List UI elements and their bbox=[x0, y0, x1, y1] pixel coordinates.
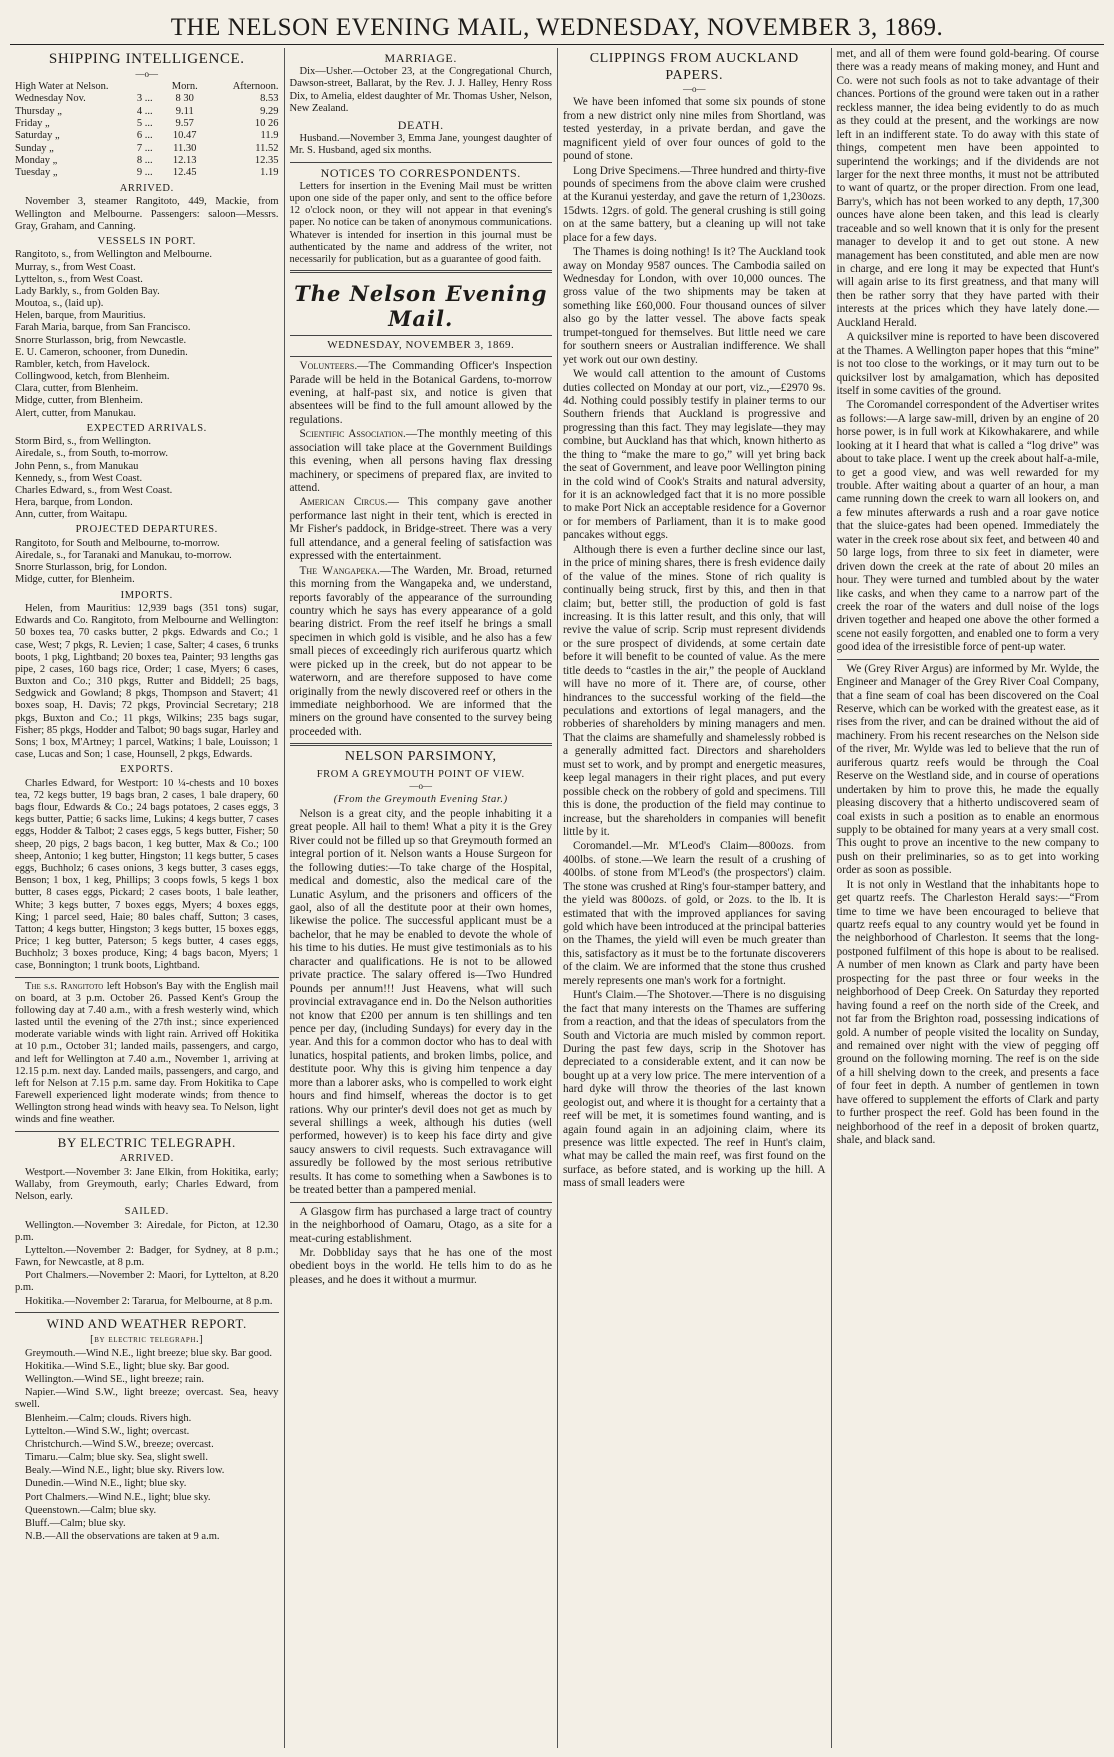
tide-day: Sunday „ bbox=[15, 142, 54, 154]
list-item: Ann, cutter, from Waitapu. bbox=[15, 509, 128, 521]
list-item: Snorre Sturlasson, brig, from Newcastle. bbox=[15, 334, 187, 346]
tel-sailed-item: Lyttelton.—November 2: Badger, for Sydney, at 8 p.m.; Fawn, for Newcastle, at 8 p.m. bbox=[15, 1244, 279, 1269]
rangitoto-text: left Hobson's Bay with the English mail on board, at 3 p.m. October 26. Passed Kent's Group the following day at 7.40 a.m., with a fresh westerly wind, which lasted until the evening of the 27th inst.; since experienced moderate variable winds with light rain. Arrived off Hokitika at 10 p.m., October 31; landed mails, passengers, and cargo, and left for Wellington at 7.40 a.m., November 1, arriving at 12.15 p.m. next day. Landed mails, passengers, and cargo, and left for Nelson at 7.15 p.m. same day. From Hokitika to Cape Farewell experienced light moderate winds; from thence to Wellington strong head winds with heavy sea. To Nelson, light winds and fine weather. bbox=[15, 980, 279, 1126]
tide-row bbox=[15, 155, 279, 167]
divider bbox=[15, 977, 279, 978]
dobbliday-para: Mr. Dobbliday says that he has one of the most obedient boys in the world. He tells him to do as he pleases, and he does it without a murmur. bbox=[289, 1246, 552, 1286]
glasgow-para: A Glasgow firm has purchased a large tract of country in the neighborhood of Oamaru, Otago, as a site for a meat-curing establishment. bbox=[289, 1205, 552, 1245]
divider bbox=[290, 356, 553, 357]
news-para: A quicksilver mine is reported to have been discovered at the Thames. A Wellington paper hopes that this “mine” is not too close to the workings, or it may turn out to be quicksilver lost by amalgamation, which has deposited itself in some cavities of the ground. bbox=[836, 331, 1099, 397]
list-item: Alert, cutter, from Manukau. bbox=[15, 407, 136, 419]
tide-date: 5 ... bbox=[136, 117, 153, 129]
death-text: Husband.—November 3, Emma Jane, youngest daughter of Mr. S. Husband, aged six months. bbox=[289, 133, 552, 157]
wangapeka-para bbox=[290, 565, 553, 740]
tide-aft: 10 26 bbox=[254, 117, 279, 129]
exports-text: Charles Edward, for Westport: 10 ¼-chests and 10 boxes tea, 72 kegs butter, 19 bags bran, 2 cases, 1 bale drapery, 60 bags flour, Edwards & Co.; 24 bags potatoes, 2 cases eggs, 3 kegs butter, Pattie; 6 sacks lime, Lukins; 4 kegs butter, 7 cases eggs, Hodder & Talbot; 2 cases eggs, 5 kegs butter, Fisher; 50 sheep, 20 pigs, 2 bags bacon, 1 keg butter, Max & Co.; 100 sheep, Antonio; 1 keg butter, Hingston; 11 kegs butter, 5 cases eggs, Buchholz; 6 cases onions, 3 kegs butter, 3 cases eggs, Benson; 1 box, 1 keg, Phillips; 3 coops fowls, 5 kegs 1 box butter, 8 cases eggs, Pickard; 2 cases boots, 1 bale leather, White; 3 kegs butter, 7 boxes eggs, Myers; 4 boxes eggs, King; 1 parcel seed, Haie; 80 bales chaff, Sutton; 3 cases, Tatton; 4 kegs butter, Hingston; 3 kegs butter, 15 boxes eggs, Price; 1 keg butter, Paterson; 5 kegs butter, 4 cases eggs, Buchholz; 3 boxes produce, King; 4 bags bacon, Myers; 1 case, Bonnington; 1 trunk boots, Lightband. bbox=[15, 777, 279, 972]
tide-morn: 12.45 bbox=[172, 167, 197, 179]
weather-note: N.B.—All the observations are taken at 9 a.m. bbox=[25, 1531, 220, 1543]
arrived-heading: ARRIVED. bbox=[119, 182, 174, 194]
parsimony-heading: NELSON PARSIMONY, bbox=[344, 749, 497, 765]
tide-day: Thursday „ bbox=[15, 105, 62, 117]
divider bbox=[15, 1131, 279, 1132]
projected-list bbox=[15, 538, 279, 587]
list-item: Hera, barque, from London. bbox=[15, 497, 133, 509]
divider bbox=[290, 1202, 553, 1203]
tide-header-row bbox=[15, 81, 279, 93]
list-item: Collingwood, ketch, from Blenheim. bbox=[15, 371, 170, 383]
tide-date: 3 ... bbox=[136, 93, 153, 105]
list-item: Charles Edward, s., from West Coast. bbox=[15, 484, 173, 496]
tel-sailed-heading: SAILED. bbox=[124, 1206, 169, 1218]
clipping-para: Hunt's Claim.—The Shotover.—There is no disguising the fact that many interests on the Thames are suffering from a reaction, and that the ideas of speculators from the South and Victoria are much misled by common report. During the past few days, scrip in the Shotover has depreciated to a considerable extent, and it can now be bought up at a very low price. The mere intervention of a hard dyke will throw the theories of the last known geologist out, and where it is thought for a certainty that a reef will be met, it is sometimes found wanting, and is again found again in an adjoining claim, where its presence was little expected. The reef in Hunt's claim, what may be called the main reef, was first found on the surface, as before stated, and is working up the hill. A mass of small leaders were bbox=[563, 989, 826, 1190]
weather-item: Timaru.—Calm; blue sky. Sea, slight swell. bbox=[25, 1452, 208, 1464]
list-item: E. U. Cameron, schooner, from Dunedin. bbox=[15, 346, 188, 358]
tide-row bbox=[15, 130, 279, 142]
tide-day: Monday „ bbox=[15, 155, 58, 167]
tide-table bbox=[15, 81, 279, 180]
tide-aft: 1.19 bbox=[260, 167, 279, 179]
weather-item: Bealy.—Wind N.E., light; blue sky. Rivers low. bbox=[25, 1465, 225, 1477]
weather-item: Port Chalmers.—Wind N.E., light; blue sky. bbox=[25, 1491, 211, 1503]
divider bbox=[290, 335, 553, 336]
tel-arrived-text: Westport.—November 3: Jane Elkin, from Hokitika, early; Wallaby, from Greymouth, early; Charles Edward, from Nelson, early. bbox=[15, 1166, 279, 1202]
para-text: —The Warden, Mr. Broad, returned this morning from the Wangapeka and, we understand, reports favorably of the appearance of the surrounding country which he says has every appearance of a gold bearing district. From the reef itself he brings a small specimen in which gold is visible, and he also has a few small pieces of exceedingly rich auriferous quartz which were picked up in the creek, but do not appear to be waterworn, and are therefore supposed to have come originally from the newly discovered reef or others in the immediate neighborhood. We are informed that the miners on the ground have consented to the survey being proceeded with. bbox=[289, 564, 552, 738]
marriage-heading: MARRIAGE. bbox=[384, 51, 457, 65]
tide-day: Friday „ bbox=[15, 117, 50, 129]
clippings-heading: CLIPPINGS FROM AUCKLAND PAPERS. bbox=[589, 51, 799, 83]
tide-header: High Water at Nelson. bbox=[15, 80, 109, 92]
divider bbox=[15, 1312, 279, 1313]
divider bbox=[837, 659, 1100, 660]
tide-morn: 10.47 bbox=[172, 130, 197, 142]
list-item: Lady Barkly, s., from Golden Bay. bbox=[15, 285, 160, 297]
clipping-para: Although there is even a further decline since our last, in the price of mining shares, there is fresh evidence daily of the value of the mines. Stone of rich quality is continually being struck, first by this, and then in that claim; but, better still, the production of gold is fast increasing. It is this latter result, and this only, that will revive the value of scrip. Scrip must represent dividends or the sure prospect of dividends, at some certain date before it will benefit to be counted of value. As the mere title deeds to “castles in the air,” the people of Auckland will have no more of it. There are, of course, other hindrances to the successful working of the field—the peculations and extortions of legal managers, and the robberies of shareholders by mining managers and men. That the claims are shamefully and shamelessly robbed is a generally admitted fact. Directors and shareholders must set to work, and by prompt and energetic measures, keep legal managers in their right places, and put every possible check on the robbery of gold and specimens. Till this is done, the production of the field may continue to increase, but the shareholders in companies will benefit little by it. bbox=[563, 543, 826, 838]
tide-date: 8 ... bbox=[136, 155, 153, 167]
rangitoto-report bbox=[15, 981, 279, 1127]
clipping-para: Coromandel.—Mr. M'Leod's Claim—800ozs. from 400lbs. of stone.—We learn the result of a crushing of 400lbs. of stone from M'Leod's (the prospectors') claim. The stone was crushed at Ring's four-stamper battery, and the yield was 800ozs. of gold, or 2ozs. to the lb. It is estimated that with the improved appliances for saving gold which have been introduced at the principal batteries on the Thames, the yield will even be much greater than this, satisfactory as it must be to the fortunate discoverers of the claim. We are informed that the stone thus crushed merely represents one man's work for a fortnight. bbox=[563, 840, 826, 987]
vessels-list bbox=[15, 249, 279, 419]
tide-day: Saturday „ bbox=[15, 130, 60, 142]
tel-sailed-item: Wellington.—November 3: Airedale, for Picton, at 12.30 p.m. bbox=[15, 1219, 279, 1243]
tide-row bbox=[15, 106, 279, 118]
weather-item: Napier.—Wind S.W., light breeze; overcast. Sea, heavy swell. bbox=[15, 1387, 279, 1411]
column-shipping bbox=[10, 48, 284, 1748]
weather-item: Bluff.—Calm; blue sky. bbox=[25, 1517, 126, 1529]
tide-morn: 11.30 bbox=[173, 142, 197, 154]
tel-sailed-item: Hokitika.—November 2: Tararua, for Melbourne, at 8 p.m. bbox=[25, 1295, 273, 1307]
tide-morn: 12.13 bbox=[172, 155, 197, 167]
dateline: WEDNESDAY, NOVEMBER 3, 1869. bbox=[327, 339, 515, 351]
tide-date: 6 ... bbox=[136, 130, 153, 142]
tide-day: Tuesday „ bbox=[15, 167, 58, 179]
marriage-text: Dix—Usher.—October 23, at the Congregational Church, Dawson-street, Ballarat, by the Rev. J. J. Halley, Henry Ross Dix, to Amelia, eldest daughter of Mr. Thomas Usher, Nelson, New Zealand. bbox=[289, 66, 552, 114]
scientific-para bbox=[290, 428, 553, 495]
expected-heading: EXPECTED ARRIVALS. bbox=[86, 422, 207, 434]
separator: —o— bbox=[135, 68, 158, 79]
death-heading: DEATH. bbox=[397, 117, 444, 132]
para-text: — This company gave another performance last night in their tent, which is erected in Mr Fisher's paddock, in Bridge-street. There was a very full attendance, and a general feeling of satisfaction was expressed with the entertainment. bbox=[289, 496, 552, 563]
list-item: Airedale, s., for Taranaki and Manukau, to-morrow. bbox=[15, 550, 232, 562]
news-para: It is not only in Westland that the inhabitants hope to get quartz reefs. The Charleston Herald says:—“From time to time we have been encouraged to believe that quartz reefs equal to any country would yet be found in the neighborhood of Charleston. It seems that the long-postponed fulfilment of this hope is about to be realised. A number of men known as Clark and party have been prospecting for the past three or four weeks in the neighborhood of Deep Creek. On Saturday they reported having found a reef on the north side of the Creek, and not far from the Brighton road, possessing indications of gold. A number of people visited the locality on Sunday, and remained over night with the view of pegging off ground on the following morning. The reef is on the side of a hill shelving down to the creek, and presents a face of four feet in depth. A number of gentlemen in town have offered to supplement the efforts of Clark and party to further prospect the reef. Gold has been found in the neighborhood of the reef in a deposit of broken quartz, shale, and black sand. bbox=[836, 878, 1099, 1146]
tide-aft: 12.35 bbox=[254, 155, 279, 167]
list-item: Kennedy, s., from West Coast. bbox=[15, 472, 143, 484]
news-para: We (Grey River Argus) are informed by Mr. Wylde, the Engineer and Manager of the Grey River Coal Company, that a fine seam of coal has been discovered on the Coal Reserve, which can be worked with the greatest ease, as it rises from the river, and can be drained without the aid of machinery. From his recent researches on the Nelson side of the river, Mr. Wylde was led to believe that the run of auriferous quartz reefs would be through the Coal Reserve on the Westland side, and in course of operations undertaken by him to prove this, he made the equally pleasing discovery that a hitherto undiscovered seam of coal exists in such a position as to enable an enormous supply to be obtained for many years at a very small cost. This ought to prove an incentive to the new company to push on their preliminaries, so as to get into working order as soon as possible. bbox=[836, 662, 1099, 877]
weather-item: Dunedin.—Wind N.E., light; blue sky. bbox=[25, 1478, 187, 1490]
rangitoto-lead: The s.s. Rangitoto bbox=[25, 980, 104, 992]
column-editorial bbox=[284, 48, 558, 1748]
list-item: Farah Maria, barque, from San Francisco. bbox=[15, 322, 191, 334]
tide-row bbox=[15, 118, 279, 130]
vessels-heading: VESSELS IN PORT. bbox=[97, 235, 196, 247]
paper-title: The Nelson Evening Mail. bbox=[294, 281, 548, 332]
weather-list bbox=[15, 1348, 279, 1544]
list-item: Rambler, ketch, from Havelock. bbox=[15, 358, 150, 370]
list-item: Snorre Sturlasson, brig, for London. bbox=[15, 562, 167, 574]
list-item: Storm Bird, s., from Wellington. bbox=[15, 436, 152, 448]
weather-heading: WIND AND WEATHER REPORT. bbox=[46, 1315, 247, 1331]
notices-heading: NOTICES TO CORRESPONDENTS. bbox=[320, 165, 521, 180]
tide-morn: 9.11 bbox=[175, 105, 194, 117]
list-item: Midge, cutter, for Blenheim. bbox=[15, 574, 135, 586]
tide-date: 7 ... bbox=[136, 142, 153, 154]
tide-date: 9 ... bbox=[136, 167, 153, 179]
list-item: Rangitoto, for South and Melbourne, to-morrow. bbox=[15, 537, 220, 549]
weather-item: Hokitika.—Wind S.E., light; blue sky. Bar good. bbox=[25, 1360, 230, 1372]
list-item: John Penn, s., from Manukau bbox=[15, 460, 139, 472]
tide-morn: 9.57 bbox=[175, 117, 194, 129]
tide-row bbox=[15, 143, 279, 155]
para-text: —The monthly meeting of this association will take place at the Government Buildings this evening, when all persons having flax dressing machinery, or specimens of prepared flax, are invited to attend. bbox=[289, 428, 552, 495]
weather-item: Christchurch.—Wind S.W., breeze; overcast. bbox=[25, 1438, 214, 1450]
column-clippings bbox=[557, 48, 831, 1748]
tide-aft: 11.9 bbox=[260, 130, 279, 142]
list-item: Murray, s., from West Coast. bbox=[15, 261, 136, 273]
tide-aft: 9.29 bbox=[260, 105, 279, 117]
para-lead: Scientific Association. bbox=[299, 428, 406, 441]
weather-item: Blenheim.—Calm; clouds. Rivers high. bbox=[25, 1412, 192, 1424]
divider bbox=[290, 743, 553, 746]
imports-text: Helen, from Mauritius: 12,939 bags (351 tons) sugar, Edwards and Co. Rangitoto, from Melbourne and Wellington: 50 boxes tea, 70 casks butter, 2 pkgs. Edwards and Co.; 1 case, West; 7 pkgs, R. Levien; 1 case, Salter; 4 cases, 6 trunks boots, 1 pkg, Lightband; 20 boxes tea, Painter; 93 lengths gas pipe, 2 cases, 160 bags rice, Order; 1 case, Myers; 6 cases, Buxton and Co.; 310 pkgs, Rutter and Biddell; 25 bags, Sedgwick and Gowland; 8 pkgs, Thompson and Stavert; 41 boxes soap, H. Davis; 72 pkgs, Provincial Secretary; 218 pkgs, Buxton and Co.; 11 pkgs, Wilkins; 235 bags sugar, Fisher; 85 pkgs, Hodder and Talbot; 90 bags sugar, Harley and Sons; 1 box, M'Artney; 1 parcel, Watkins; 1 bale, Louisson; 1 case, Lucas and Son; 1 case, Hounsell, 2 pkgs, Edwards. bbox=[15, 603, 279, 761]
column-news bbox=[831, 48, 1105, 1748]
weather-item: Queenstown.—Calm; blue sky. bbox=[25, 1504, 157, 1516]
separator: —o— bbox=[409, 781, 432, 792]
tide-aft: 8.53 bbox=[260, 93, 279, 105]
weather-subheading: [by electric telegraph.] bbox=[90, 1334, 204, 1346]
divider bbox=[290, 162, 553, 163]
circus-para bbox=[290, 496, 553, 563]
news-para: The Coromandel correspondent of the Advertiser writes as follows:—A large saw-mill, driven by an engine of 20 horse power, is in full work at Kikowhakarere, and while looking at it I heard that what is called a “log drive” was about to take place. I went up the creek about half-a-mile, to get a good view, and was well rewarded for my trouble. After waiting about a quarter of an hour, a man came running down the creek to warn all lookers on, and a few minutes afterwards a rush and a roar gave notice that the sluice-gates had been opened. Immediately the water in the creek rose about six feet, and between 40 and 50 large logs, from three to six feet in diameter, were driven down the creek at the rate of about 20 miles an hour. They were turned and tumbled about by the water like casks, and when they came to a narrow part of the creek the roar of the waters and dull noise of the logs driven together and heaped one above the other formed a scene not easily forgotten, and enabled one to form a very good idea of the irresistible force of pent-up water. bbox=[836, 399, 1099, 654]
tide-row bbox=[15, 167, 279, 179]
tide-day: Wednesday Nov. bbox=[15, 93, 86, 105]
divider bbox=[290, 270, 553, 273]
exports-heading: EXPORTS. bbox=[120, 764, 174, 776]
notices-text: Letters for insertion in the Evening Mail must be written upon one side of the paper only, and sent to the office before 12 o'clock noon, or they will not appear in that evening's paper. No notice can be taken of anonymous communications. Whatever is intended for insertion in this journal must be authenticated by the name and address of the writer, not necessarily for publication, but as a guarantee of good faith. bbox=[289, 180, 552, 265]
list-item: Clara, cutter, from Blenheim. bbox=[15, 383, 139, 395]
weather-item: Wellington.—Wind SE., light breeze; rain. bbox=[25, 1374, 204, 1386]
weather-item: Greymouth.—Wind N.E., light breeze; blue sky. Bar good. bbox=[25, 1347, 273, 1359]
masthead-rule bbox=[10, 44, 1104, 45]
parsimony-subheading: FROM A GREYMOUTH POINT OF VIEW. bbox=[316, 768, 525, 780]
news-para: met, and all of them were found gold-bearing. Of course there was a ready means of making money, and Hunt and Co. were not such fools as not to take advantage of their chances. Portions of the ground were taken out in a rather reckless manner, the idea being evidently to do as much as they could at the present, and the workings are now left in an indifferent state. To do away with this state of things, competent men have been appointed to superintend the workings; and if the dividends are not larger for the next three months, it must not be attributed to want of quartz, or the proper direction. From one lead, Barry's, which has not been worked to any depth, 17,300 ounces have alone been taken, and this lead is clearly traceable and so well known that it is only for the present manager to develop it and to get out stone. A new management has been constituted, and able men are now in charge, and ere long it may be expected that Hunt's will again arise to its first greatness, and that many will then be rather sorry that they have parted with their interests at the prices which they have lately done.—Auckland Herald. bbox=[836, 48, 1099, 329]
parsimony-text: Nelson is a great city, and the people inhabiting it a great people. All hail to them! What a pity it is the Grey River could not be filled up so that Greymouth formed an integral portion of it. Nelson wants a House Surgeon for the following duties:—To take charge of the Hospital, medical and domestic, also the medical care of the Lunatic Asylum, and the prisoners and officers of the gaol, also of all the destitute poor at their own homes, likewise the police. The successful applicant must be a bachelor, that he may be enabled to devote the whole of his time to his duties. He must give testimonials as to his character and qualifications. He is not to be allowed private practice. The salary offered is—Two Hundred Pounds per annum!!! Just Heavens, what will such provincial extravagance end in. Do the Nelson authorities not know that £200 per annum is ten shillings and ten pence per day, (including Sundays) for every day in the year. And this for a common doctor who has to deal with lunatics, hospital patients, and broken limbs, police, and destitute poor. Why this is giving him tenpence a day more than a laborer asks, who is compelled to work eight hours and find himself, whereas the doctor is to get rations. Why our printer's devil does not get as much by several shillings a week, although his duties (well performed, however) is to keep his face dirty and give saucy answers to civil requests. Such extravagance will assuredly be followed by the most serious retributive results. It has come to something when a Sawbones is to be treated better than a pampered menial. bbox=[289, 807, 552, 1197]
tide-aft: 11.52 bbox=[255, 142, 279, 154]
list-item: Helen, barque, from Mauritius. bbox=[15, 310, 146, 322]
clipping-para: The Thames is doing nothing! Is it? The Auckland took away on Monday 9587 ounces. The Cambodia sailed on Wednesday for London, with over 10,000 ounces. The gross value of the two shipments may be taken at something like £60,000. Four thousand ounces of silver also go by the latter vessel. The above facts speak trumpet-tongued for themselves. But little need we care for southern sneers or Australian indifference. We shall yet work out our own destiny. bbox=[563, 246, 826, 366]
tide-row bbox=[15, 93, 279, 105]
telegraph-heading: BY ELECTRIC TELEGRAPH. bbox=[57, 1134, 236, 1150]
tel-arrived-heading: ARRIVED. bbox=[119, 1153, 174, 1165]
tide-header: Morn. bbox=[171, 80, 198, 92]
imports-heading: IMPORTS. bbox=[120, 589, 173, 601]
expected-list bbox=[15, 436, 279, 521]
para-text: —The Commanding Officer's Inspection Parade will be held in the Botanical Gardens, to-morrow evening, at half-past six, and notice is given that absentees will be find to the full amount allowed by the regulations. bbox=[289, 360, 552, 426]
tide-date: 4 ... bbox=[136, 105, 153, 117]
weather-item: Lyttelton.—Wind S.W., light; overcast. bbox=[25, 1425, 190, 1437]
clipping-para: We have been infomed that some six pounds of stone from a new district only nine miles from Shortland, was tested yesterday, in a private berdan, and gave the magnificent yield of over four ounces of gold to the pound of stone. bbox=[563, 96, 826, 163]
columns bbox=[10, 48, 1104, 1748]
tide-morn: 8 30 bbox=[175, 93, 194, 105]
list-item: Lyttelton, s., from West Coast. bbox=[15, 273, 143, 285]
projected-heading: PROJECTED DEPARTURES. bbox=[75, 524, 218, 536]
masthead: THE NELSON EVENING MAIL, WEDNESDAY, NOVEMBER 3, 1869. bbox=[170, 14, 944, 41]
para-lead: The Wangapeka. bbox=[299, 564, 380, 577]
shipping-heading: SHIPPING INTELLIGENCE. bbox=[48, 51, 245, 67]
list-item: Moutoa, s., (laid up). bbox=[15, 298, 104, 310]
list-item: Rangitoto, s., from Wellington and Melbourne. bbox=[15, 249, 212, 261]
clipping-para: We would call attention to the amount of Customs duties collected on Monday at our port, viz.,—£2970 9s. 4d. Nothing could possibly testify in plainer terms to our Southern friends that Auckland is progressive and progressing than this fact. They may legislate—they may combine, but Auckland has that which, known hitherto as the thing to “make the mare to go,” will yet bring back the seat of Government, and leave poor Wellington pining in the cold wind of Cook's Straits and natural adversity, for it is an acknowledged fact that it is no more possible to make Port Nick an acceptable residence for a Governor or for members of Parliament, than it is to make good pancakes without eggs. bbox=[563, 368, 826, 542]
tide-header: Afternoon. bbox=[232, 80, 279, 92]
tel-sailed-item: Port Chalmers.—November 2: Maori, for Lyttelton, at 8.20 p.m. bbox=[15, 1270, 279, 1294]
separator: —o— bbox=[683, 84, 706, 95]
parsimony-source: (From the Greymouth Evening Star.) bbox=[333, 794, 508, 806]
volunteers-para bbox=[290, 360, 553, 427]
para-lead: American Circus. bbox=[299, 496, 388, 509]
clipping-para: Long Drive Specimens.—Three hundred and thirty-five pounds of specimens from the above claim were crushed at the Kuranui yesterday, and gave the return of 1,230ozs. 15dwts. 12grs. of gold. The general crushing is still going on at the same battery, but a cleaning up will not take place for a few days. bbox=[563, 164, 826, 244]
para-lead: Volunteers. bbox=[299, 360, 358, 373]
list-item: Airedale, s., from South, to-morrow. bbox=[15, 448, 168, 460]
list-item: Midge, cutter, from Blenheim. bbox=[15, 395, 143, 407]
arrived-text: November 3, steamer Rangitoto, 449, Mackie, from Wellington and Melbourne. Passengers: saloon—Messrs. Gray, Graham, and Canning. bbox=[15, 196, 279, 232]
